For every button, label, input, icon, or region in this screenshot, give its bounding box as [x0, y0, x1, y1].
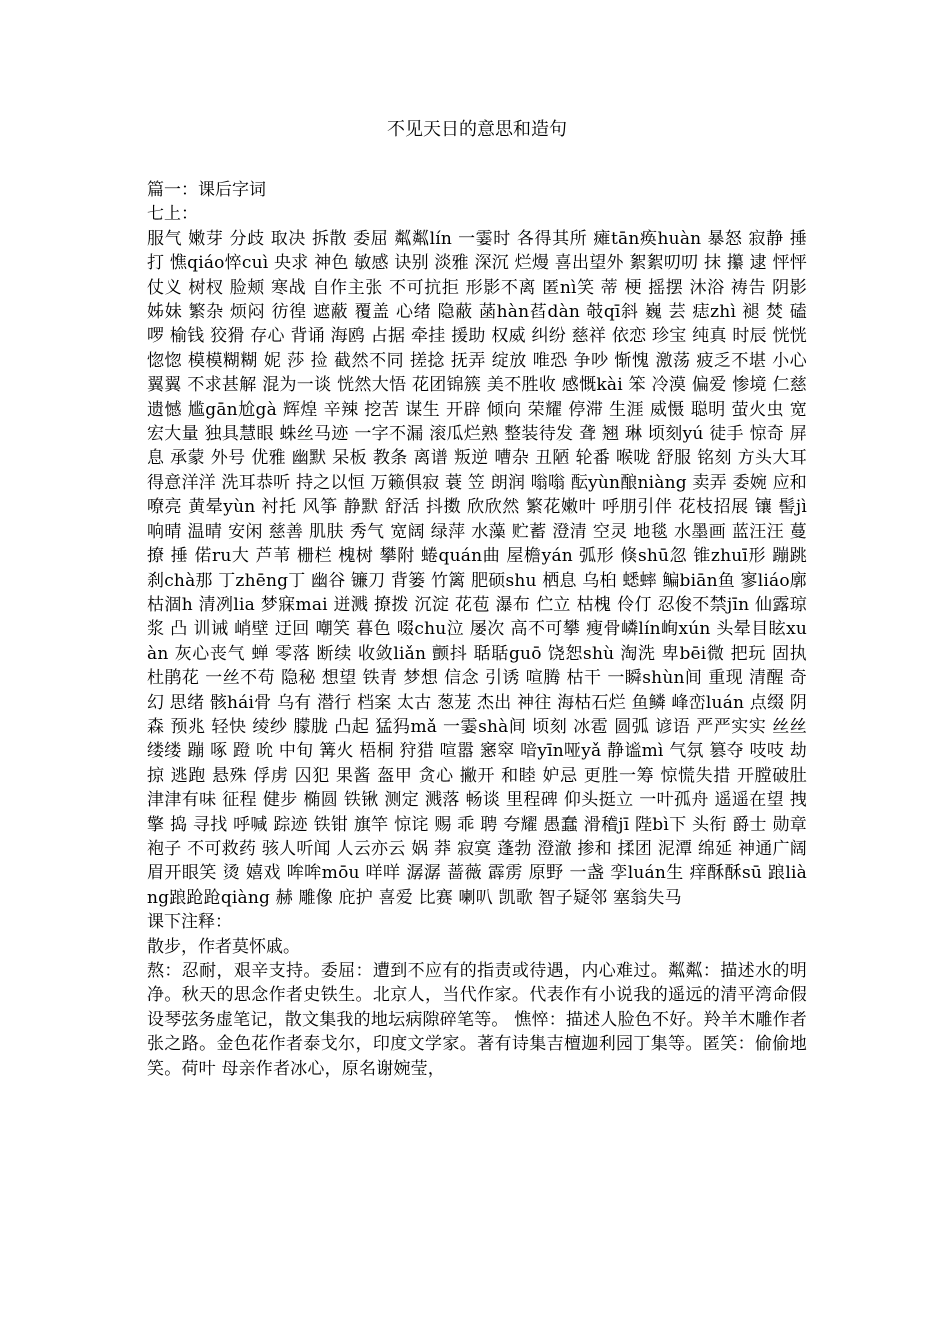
notes-heading: 课下注释：	[147, 912, 232, 933]
document-page	[147, 118, 807, 1081]
vocabulary-list: 服气 嫩芽 分歧 取决 拆散 委屈 粼粼lín 一霎时 各得其所 瘫tān痪huàn 暴怒 寂静 捶打 憔qiáo悴cuì 央求 神色 敏感 诀别 淡雅 深沉 烂熳 喜出望外 絮絮叨叨 抹 攥 逮 怦怦 仗义 树杈 脸颊 寒战 自作主张 不可抗拒 形影不离 匿nì笑 蒂 梗 摇摆 沐浴 祷告 阴影 姊妹 繁杂 烦闷 彷徨 遮蔽 覆盖 心绪 隐蔽 菡hàn萏dàn 攲qī斜 巍 芸 痣zhì 褪 焚 磕 啰 榆钱 狡猾 存心 背诵 海鸥 占据 牵挂 援助 权威 纠纷 慈祥 依恋 珍宝 纯真 时辰 恍恍惚惚 模模糊糊 妮 莎 捡 截然不同 搓捻 抚弄 绽放 唯恐 争吵 惭愧 激荡 疲乏不堪 小心翼翼 不求甚解 混为一谈 恍然大悟 花团锦簇 美不胜收 感慨kài 笨 冷漠 偏爱 惨境 仁慈 遗憾 尴gān尬gà 辉煌 辛辣 挖苦 谋生 开辟 倾向 荣耀 停滞 生涯 威慑 聪明 萤火虫 宽宏大量 独具慧眼 蛛丝马迹 一字不漏 滚瓜烂熟 整装待发 聋 翘 琳 顷刻yú 徒手 惊奇 屏息 承蒙 外号 优雅 幽默 呆板 教条 离谱 叛逆 嘈杂 丑陋 轮番 喉咙 舒服 铭刻 方头大耳 得意洋洋 洗耳恭听 持之以恒 万籁俱寂 蓑 笠 朗润 嗡嗡 酝yùn酿niàng 卖弄 委婉 应和 嘹亮 黄晕yùn 衬托 风筝 静默 舒活 抖擞 欣欣然 繁花嫩叶 呼朋引伴 花枝招展 镶 髻jì 响晴 温晴 安闲 慈善 肌肤 秀气 宽阔 绿萍 水藻 贮蓄 澄清 空灵 地毯 水墨画 蓝汪汪 蔓 撩 捶 偌ru大 芦苇 栅栏 槐树 攀附 蜷quán曲 屋檐yán 弧形 倏shū忽 锥zhuī形 蹦跳 刹chà那 丁zhēng丁 幽谷 镰刀 背篓 竹篱 肥硕shu 栖息 乌桕 蟋蟀 鳊biān鱼 寥liáo廓 枯涸h 清冽lia 梦寐mai 迸溅 撩拨 沉淀 花苞 瀑布 伫立 枯槐 伶仃 忍俊不禁jīn 仙露琼浆 凸 训诫 峭壁 迂回 嘲笑 暮色 啜chu泣 屡次 高不可攀 瘦骨嶙lín峋xún 头晕目眩xuàn 灰心丧气 蝉 零落 断续 收敛liǎn 颤抖 聒聒guō 饶恕shù 淘洗 卑bēi微 把玩 固执 杜鹃花 一丝不苟 隐秘 想望 铁青 梦想 信念 引诱 喧腾 枯干 一瞬shùn间 重现 清醒 奇幻 思绪 骸hái骨 乌有 潜行 档案 太古 葱茏 杰出 神往 海枯石烂 鱼鳞 峰峦luán 点缀 阴森 预兆 轻快 绫纱 朦胧 凸起 猛犸mǎ 一霎shà间 顷刻 冰雹 圆弧 谚语 严严实实 丝丝缕缕 蹦 啄 蹬 吮 中旬 篝火 梧桐 狩猎 喧嚣 窸窣 喑yīn哑yǎ 静谧mì 气氛 篡夺 吱吱 劫掠 逃跑 悬殊 俘虏 囚犯 果酱 盔甲 贪心 撇开 和睦 妒忌 更胜一筹 惊慌失措 开膛破肚 津津有味 征程 健步 椭圆 铁锹 测定 溅落 畅谈 里程碑 仰头挺立 一叶孤舟 遥遥在望 拽 擎 捣 寻找 呼喊 踪迹 铁钳 旗竿 惊诧 赐 乖 聘 夸耀 愚蠢 滑稽jī 陛bì下 头衔 爵士 勋章 袍子 不可救药 骇人听闻 人云亦云 娲 莽 寂寞 蓬勃 澄澈 掺和 揉团 泥潭 绵延 神通广阔 眉开眼笑 烫 嬉戏 哞哞mōu 咩咩 潺潺 蔷薇 霹雳 原野 一盏 孪luán生 痒酥酥sū 踉liàng踉跄跄qiàng 赫 雕像 庇护 喜爱 比赛 喇叭 凯歌 智子疑邻 塞翁失马	[147, 228, 807, 908]
subsection-heading: 七上：	[147, 204, 198, 225]
section-heading: 篇一：课后字词	[147, 180, 266, 200]
document-title: 不见天日的意思和造句	[387, 119, 567, 140]
notes-first-line: 散步，作者莫怀戚。	[147, 936, 300, 957]
notes-paragraph: 熬：忍耐，艰辛支持。委屈：遭到不应有的指责或待遇，内心难过。粼粼：描述水的明净。秋天的思念作者史铁生。北京人，当代作家。代表作有小说我的遥远的清平湾命假设琴弦务虚笔记，散文集我的地坛病隙碎笔等。 憔悴：描述人脸色不好。羚羊木雕作者张之路。金色花作者泰戈尔，印度文学家。著有诗集吉檀迦利园丁集等。匿笑：偷偷地笑。荷叶 母亲作者冰心，原名谢婉莹，	[147, 961, 807, 1079]
